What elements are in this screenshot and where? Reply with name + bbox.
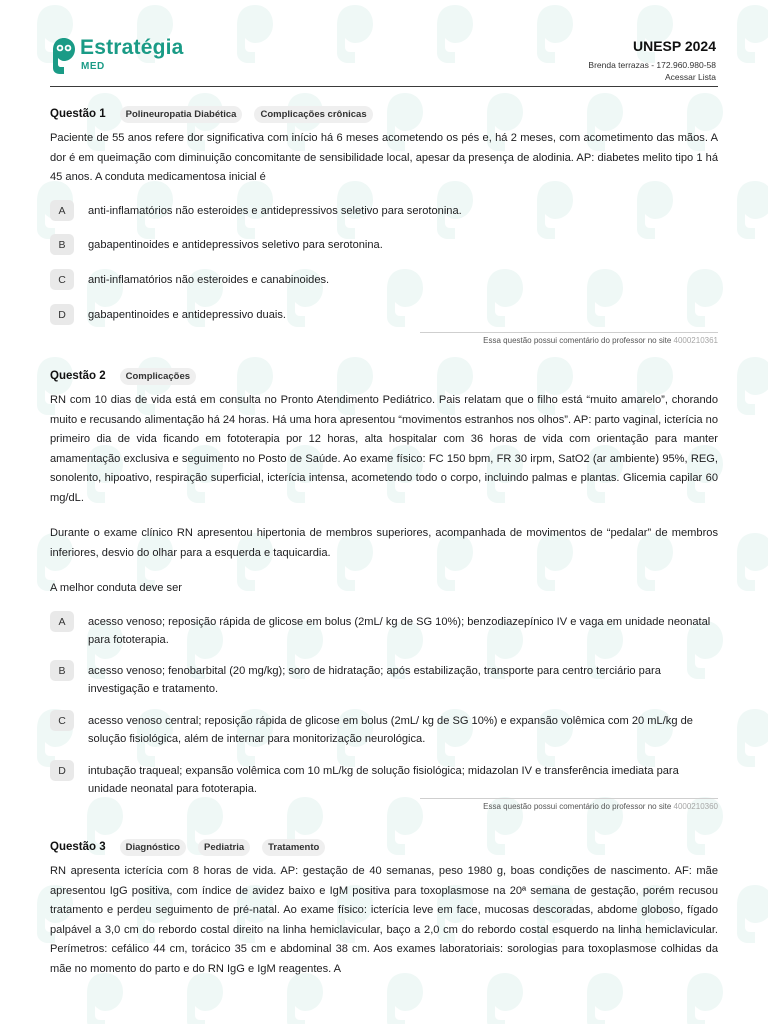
option-text: acesso venoso; fenobarbital (20 mg/kg); soro de hidratação; após estabilização, transporte para centro terciário para investigação e tratamento. bbox=[88, 665, 661, 695]
option-letter: A bbox=[50, 611, 74, 632]
option-c[interactable] bbox=[50, 710, 718, 748]
owl-watermark-icon bbox=[737, 533, 768, 591]
estrategia-med-logo bbox=[50, 34, 250, 80]
owl-watermark-icon bbox=[87, 973, 123, 1024]
exam-title: UNESP 2024 bbox=[632, 38, 716, 54]
comment-note bbox=[420, 798, 718, 811]
owl-watermark-icon bbox=[737, 357, 768, 415]
question-statement bbox=[50, 129, 718, 188]
question-id-link[interactable]: 4000210360 bbox=[673, 802, 718, 811]
owl-watermark-icon bbox=[587, 973, 623, 1024]
tag[interactable]: Tratamento bbox=[262, 839, 325, 856]
comment-note bbox=[420, 332, 718, 345]
comment-note-text: Essa questão possui comentário do professor no site bbox=[483, 802, 672, 811]
question-header bbox=[50, 104, 718, 124]
question-2 bbox=[50, 366, 718, 811]
question-header bbox=[50, 366, 718, 386]
page-header bbox=[50, 34, 718, 87]
option-text: anti-inflamatórios não esteroides e antidepressivos seletivo para serotonina. bbox=[88, 205, 462, 217]
option-text: gabapentinoides e antidepressivo duais. bbox=[88, 309, 286, 321]
logo-name: Estratégia bbox=[80, 36, 184, 59]
option-text: intubação traqueal; expansão volêmica com 10 mL/kg de solução fisiológica; midazolan IV e transferência imediata para unidade neonatal para fototerapia. bbox=[88, 765, 679, 795]
question-statement bbox=[50, 862, 718, 979]
owl-watermark-icon bbox=[737, 709, 768, 767]
question-paragraph: RN com 10 dias de vida está em consulta no Pronto Atendimento Pediátrico. Pais relatam que o filho está “muito amarelo”, chorando muito e recusando alimentação há 24 horas. Há uma hora apresentou “movimentos estranhos nos olhos”. AP: parto vaginal, icterícia no primeiro dia de vida ficando em fototerapia por 12 horas, alta hospitalar com 36 horas de vida com orientação para manter amamentação exclusiva e seguimento no Posto de Saúde. Ao exame físico: FC 150 bpm, FR 30 irpm, SatO2 (ar ambiente) 95%, REG, sonolento, hipoativo, respiração superficial, icterícia intensa, acometendo todo o corpo, incluindo palmas e plantas. Glicemia capilar 60 mg/dL. bbox=[50, 394, 718, 504]
question-title: Questão 1 bbox=[50, 108, 106, 120]
option-a[interactable] bbox=[50, 611, 718, 649]
logo-sub: MED bbox=[81, 61, 105, 72]
tag[interactable]: Complicações crônicas bbox=[254, 106, 372, 123]
option-d[interactable] bbox=[50, 304, 718, 324]
option-b[interactable] bbox=[50, 660, 718, 698]
option-b[interactable] bbox=[50, 234, 718, 254]
question-3 bbox=[50, 837, 718, 979]
option-text: anti-inflamatórios não esteroides e canabinoides. bbox=[88, 274, 330, 286]
question-paragraph: RN apresenta icterícia com 8 horas de vida. AP: gestação de 40 semanas, peso 1980 g, boas condições de nascimento. AF: mãe apresentou IgG positiva, com índice de avidez baixo e IgM positiva para toxoplasmose na 20ª semana de gestação, porém recusou tratamento e perdeu seguimento de pré-natal. Ao exame físico: icterícia leve em face, mucosas descoradas, abdome globoso, fígado palpável a 3,0 cm do rebordo costal direito na linha hemiclavicular, baço a 2,0 cm do rebordo costal esquerdo na linha hemiclavicular. Perímetros: cefálico 44 cm, torácico 35 cm e abdominal 38 cm. Aos exames laboratoriais: sorologias para toxoplasmose colhidas da mãe no momento do parto e do RN IgG e IgM reagentes. A bbox=[50, 865, 718, 975]
question-id-link[interactable]: 4000210361 bbox=[673, 336, 718, 345]
owl-watermark-icon bbox=[187, 973, 223, 1024]
option-letter: D bbox=[50, 304, 74, 325]
owl-watermark-icon bbox=[687, 973, 723, 1024]
option-letter: D bbox=[50, 760, 74, 781]
option-c[interactable] bbox=[50, 269, 718, 289]
comment-note-text: Essa questão possui comentário do professor no site bbox=[483, 336, 672, 345]
option-letter: C bbox=[50, 710, 74, 731]
owl-logo-icon bbox=[52, 37, 76, 75]
user-info: Brenda terrazas - 172.960.980-58 bbox=[588, 60, 716, 70]
option-text: acesso venoso; reposição rápida de glicose em bolus (2mL/ kg de SG 10%); benzodiazepínico IV e vaga em unidade neonatal para fototerapia. bbox=[88, 616, 711, 646]
question-header bbox=[50, 837, 718, 857]
question-1 bbox=[50, 104, 718, 345]
question-paragraph: Paciente de 55 anos refere dor significativa com início há 6 meses acometendo os pés e, há 2 meses, com acometimento das mãos. A dor é em queimação com diminuição concomitante de sensibilidade local, apesar da presença de alodinia. AP: diabetes melito tipo 1 há 45 anos. A conduta medicamentosa inicial é bbox=[50, 132, 718, 183]
option-letter: C bbox=[50, 269, 74, 290]
question-paragraph: A melhor conduta deve ser bbox=[50, 582, 182, 594]
option-letter: B bbox=[50, 234, 74, 255]
owl-watermark-icon bbox=[387, 973, 423, 1024]
question-statement bbox=[50, 391, 718, 599]
tag[interactable]: Diagnóstico bbox=[120, 839, 186, 856]
owl-watermark-icon bbox=[737, 885, 768, 943]
option-d[interactable] bbox=[50, 760, 718, 798]
list-link[interactable]: Acessar Lista bbox=[664, 72, 716, 82]
option-letter: B bbox=[50, 660, 74, 681]
question-title: Questão 3 bbox=[50, 841, 106, 853]
owl-watermark-icon bbox=[487, 973, 523, 1024]
header-info bbox=[588, 38, 716, 83]
option-a[interactable] bbox=[50, 200, 718, 220]
owl-watermark-icon bbox=[287, 973, 323, 1024]
owl-watermark-icon bbox=[737, 181, 768, 239]
question-paragraph: Durante o exame clínico RN apresentou hipertonia de membros superiores, acompanhada de movimentos de “pedalar” de membros inferiores, desvio do olhar para a esquerda e taquicardia. bbox=[50, 527, 718, 559]
option-text: gabapentinoides e antidepressivos seletivo para serotonina. bbox=[88, 239, 383, 251]
tag[interactable]: Pediatria bbox=[198, 839, 250, 856]
owl-watermark-icon bbox=[737, 5, 768, 63]
option-letter: A bbox=[50, 200, 74, 221]
tag[interactable]: Polineuropatia Diabética bbox=[120, 106, 243, 123]
question-title: Questão 2 bbox=[50, 370, 106, 382]
option-text: acesso venoso central; reposição rápida de glicose em bolus (2mL/ kg de SG 10%) e expansão volêmica com 20 mL/kg de solução fisiológica, além de internar para monitorização neurológica. bbox=[88, 715, 693, 745]
tag[interactable]: Complicações bbox=[120, 368, 196, 385]
